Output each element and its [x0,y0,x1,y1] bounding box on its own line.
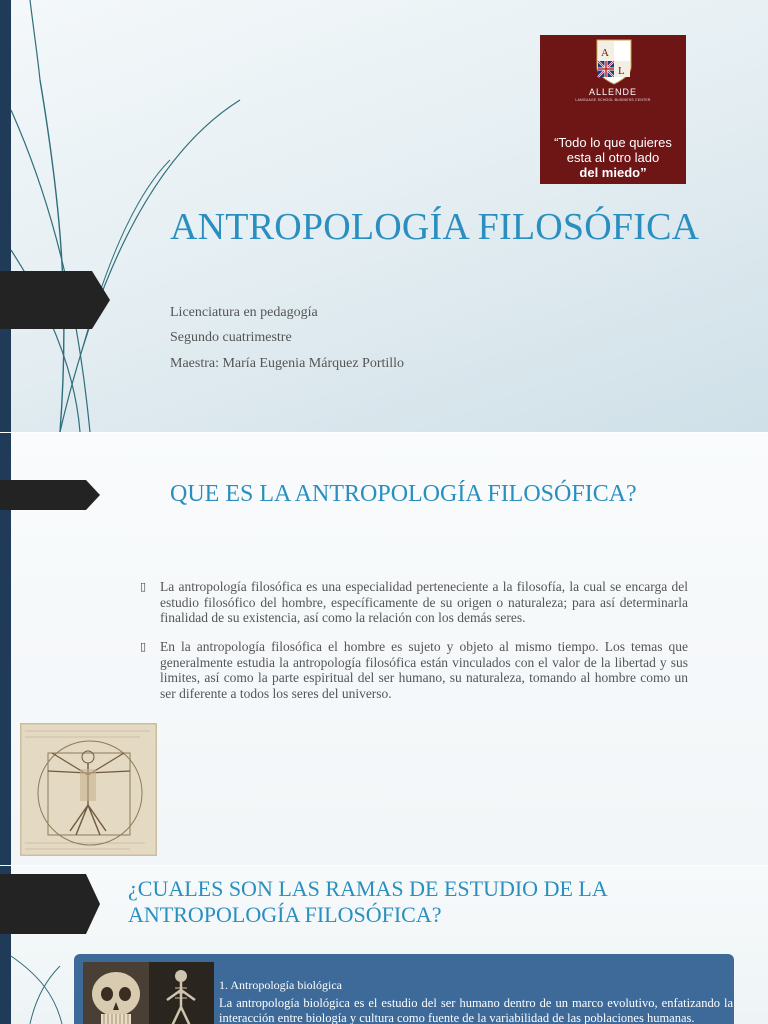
bullet-paragraph-1 [140,579,688,626]
svg-text:L: L [618,65,625,77]
logo-name: ALLENDE [588,87,638,97]
bullet-paragraph-2 [140,639,688,701]
slide-number-arrow [0,480,100,510]
slide-title: ¿CUALES SON LAS RAMAS DE ESTUDIO DE LA ANTROPOLOGÍA FILOSÓFICA? [128,876,607,927]
vitruvian-man-image [20,723,157,856]
square-bullet-icon: ▯ [140,640,147,653]
bullet-text-2: En la antropología filosófica el hombre es sujeto y objeto al mismo tiempo. Los temas que generalmente estudia la antropología filosófica están vinculados con el valor de la libertad y sus limites, así como la parte espiritual del ser humano, su naturaleza, tomando al hombre como un ser diferente a todos los seres del universo. [160,639,688,701]
shield-icon [596,39,632,85]
allende-logo [540,35,686,184]
logo-quote-line-1: “Todo lo que quieres [554,135,672,150]
subtitle-term: Segundo cuatrimestre [170,330,292,345]
definition-slide [0,433,768,865]
logo-quote-line-3: del miedo” [579,165,647,180]
skull-skeleton-image [83,962,214,1024]
subtitle-program: Licenciatura en pedagogía [170,305,318,320]
logo-quote-line-2: esta al otro lado [566,150,660,165]
slide-title: QUE ES LA ANTROPOLOGÍA FILOSÓFICA? [170,481,637,507]
subtitle-teacher: Maestra: María Eugenia Márquez Portillo [170,356,405,371]
branch-description: La antropología biológica es el estudio del ser humano dentro de un marco evolutivo, enfatizando la interacción entre biología y cultura como fuente de la variabilidad de las poblaciones humanas. [219,996,733,1024]
svg-text:A: A [601,47,609,59]
bullet-text-1: La antropología filosófica es una especialidad perteneciente a la filosofía, la cual se encarga del estudio filosófico del hombre, específicamente de su origen o naturaleza; para así determinarla finalidad de su existencia, así como la relación con los demás seres. [160,579,688,625]
presentation-title: ANTROPOLOGÍA FILOSÓFICA [170,206,700,248]
branch-heading: 1. Antropología biológica [219,978,342,992]
branches-slide [0,866,768,1024]
slide-number-arrow [0,271,110,329]
square-bullet-icon: ▯ [140,580,147,593]
logo-tagline: LANGUAGE SCHOOL BUSINESS CENTER [575,98,651,102]
title-slide [0,0,768,432]
